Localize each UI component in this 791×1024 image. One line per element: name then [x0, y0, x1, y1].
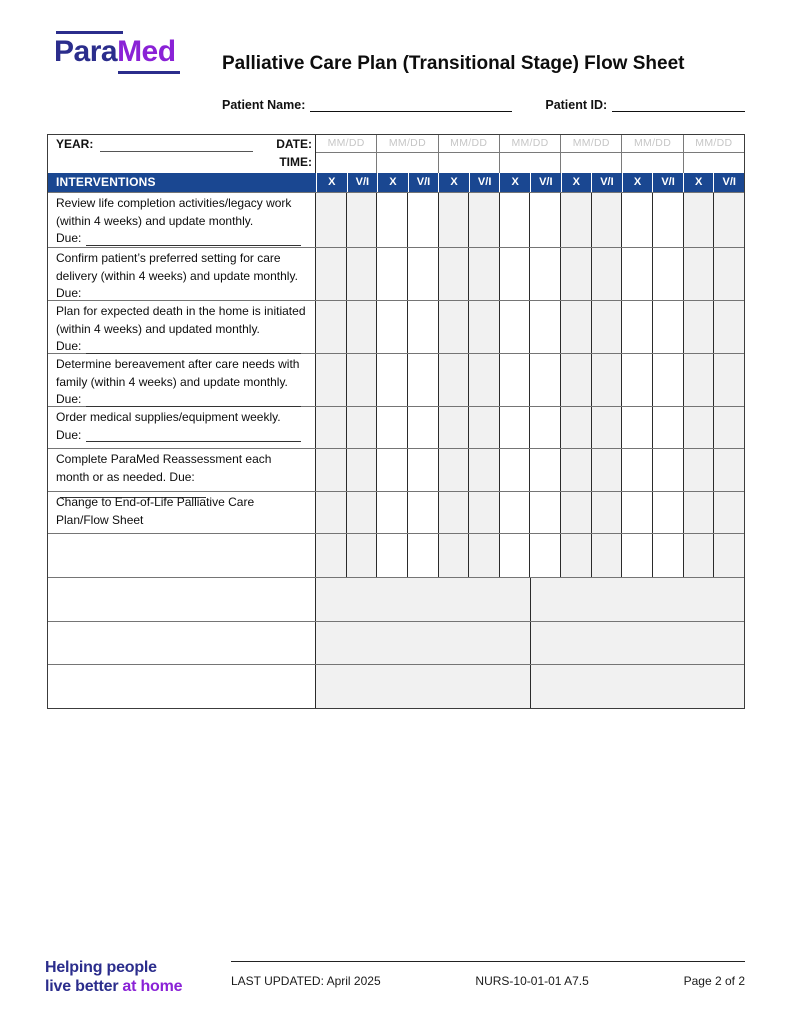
flow-cell-pair	[438, 301, 499, 353]
flow-cell-pair	[376, 193, 437, 247]
flow-cell-x[interactable]	[684, 301, 714, 353]
x-column-header: X	[561, 173, 592, 192]
column-pair-header	[683, 173, 744, 192]
flow-cell-x[interactable]	[622, 354, 652, 406]
flow-cell-vi[interactable]	[346, 492, 377, 533]
flow-cell-pair	[560, 354, 621, 406]
year-field[interactable]	[100, 140, 253, 152]
empty-intervention-text-cell[interactable]	[48, 578, 316, 621]
footer-divider	[231, 961, 745, 962]
flow-cell-vi[interactable]	[346, 354, 377, 406]
flow-cell-pair	[499, 248, 560, 300]
intervention-row	[48, 300, 744, 353]
flow-cell-x[interactable]	[439, 492, 469, 533]
flow-cell-pair	[316, 449, 376, 491]
flow-cell-pair	[499, 534, 560, 577]
flow-cell-pair	[438, 407, 499, 448]
flow-cell-pair	[621, 248, 682, 300]
flow-cell-vi[interactable]	[529, 492, 560, 533]
intervention-text: Complete ParaMed Reassessment each month or as needed.	[56, 452, 272, 484]
logo-bottom-bar	[118, 71, 180, 74]
flow-cell-pair	[683, 492, 744, 533]
flow-cell-pair	[438, 248, 499, 300]
flow-cell-pair	[438, 193, 499, 247]
flow-cell-x[interactable]	[561, 248, 591, 300]
flow-cell-pair	[560, 248, 621, 300]
flow-sheet-table	[47, 134, 745, 709]
flow-cell-x[interactable]	[684, 193, 714, 247]
flow-cell-vi[interactable]	[407, 492, 438, 533]
flow-cell-vi[interactable]	[530, 578, 745, 621]
flow-cell-vi[interactable]	[407, 301, 438, 353]
flow-cell-pair	[316, 193, 376, 247]
flow-cell-x[interactable]	[622, 301, 652, 353]
flow-cell-x[interactable]	[684, 534, 714, 577]
flow-cell-x[interactable]	[377, 354, 407, 406]
flow-cell-x[interactable]	[561, 449, 591, 491]
logo-text-para: Para	[54, 35, 118, 68]
flow-cell-vi[interactable]	[713, 534, 744, 577]
due-field[interactable]	[86, 233, 301, 246]
flow-cell-vi[interactable]	[346, 301, 377, 353]
empty-intervention-row	[48, 533, 744, 577]
flow-cell-vi[interactable]	[591, 354, 622, 406]
empty-intervention-text-cell[interactable]	[48, 534, 316, 577]
time-label: TIME:	[279, 155, 312, 169]
flow-cell-x[interactable]	[500, 407, 530, 448]
x-column-header: X	[438, 173, 469, 192]
flow-cell-pair	[316, 578, 744, 621]
flow-cell-x[interactable]	[377, 301, 407, 353]
time-cell[interactable]	[683, 153, 744, 173]
flow-cell-pair	[499, 354, 560, 406]
flow-cell-vi[interactable]	[652, 534, 683, 577]
intervention-text-cell	[48, 301, 316, 353]
column-pair-header	[377, 173, 438, 192]
flow-cell-pair	[560, 492, 621, 533]
intervention-text: Order medical supplies/equipment weekly.	[56, 410, 281, 424]
flow-cell-vi[interactable]	[652, 407, 683, 448]
flow-cell-pair	[316, 248, 376, 300]
flow-cell-vi[interactable]	[529, 193, 560, 247]
date-cell[interactable]: MM/DD	[438, 135, 499, 152]
document-code: NURS-10-01-01 A7.5	[475, 974, 589, 988]
flow-cell-pair	[316, 407, 376, 448]
tagline-line1: Helping people	[45, 959, 157, 976]
flow-cell-x[interactable]	[439, 407, 469, 448]
intervention-text: Plan for expected death in the home is initiated (within 4 weeks) and updated monthly.	[56, 304, 306, 336]
patient-name-label: Patient Name:	[222, 98, 306, 112]
flow-cell-x[interactable]	[684, 407, 714, 448]
flow-cell-x[interactable]	[684, 354, 714, 406]
flow-cell-pair	[560, 301, 621, 353]
flow-cell-vi[interactable]	[346, 193, 377, 247]
flow-cell-x[interactable]	[316, 248, 346, 300]
flow-cell-x[interactable]	[377, 534, 407, 577]
tagline-accent: at home	[122, 977, 183, 995]
flow-cell-pair	[499, 492, 560, 533]
flow-cell-pair	[376, 407, 437, 448]
flow-cell-vi[interactable]	[407, 354, 438, 406]
flow-cell-pair	[560, 193, 621, 247]
flow-cell-vi[interactable]	[591, 492, 622, 533]
due-label: Due:	[56, 286, 82, 300]
flow-cell-pair	[683, 407, 744, 448]
year-label: YEAR:	[56, 137, 94, 151]
flow-cell-pair	[316, 492, 376, 533]
interventions-header: INTERVENTIONS	[56, 175, 156, 189]
flow-cell-x[interactable]	[377, 449, 407, 491]
flow-cell-vi[interactable]	[591, 193, 622, 247]
flow-cell-vi[interactable]	[652, 449, 683, 491]
table-head	[48, 135, 744, 173]
flow-cell-pair	[621, 449, 682, 491]
date-cell[interactable]: MM/DD	[499, 135, 560, 152]
flow-cell-pair	[438, 449, 499, 491]
due-label: Due:	[169, 469, 195, 484]
flow-cell-pair	[376, 248, 437, 300]
logo-text-med: Med	[117, 35, 176, 68]
x-column-header: X	[499, 173, 530, 192]
due-field[interactable]	[86, 341, 301, 354]
flow-cell-pair	[560, 534, 621, 577]
flow-cell-pair	[316, 622, 744, 665]
flow-cell-pair	[376, 354, 437, 406]
flow-cell-x[interactable]	[500, 193, 530, 247]
flow-cell-vi[interactable]	[529, 248, 560, 300]
flow-cell-x[interactable]	[377, 407, 407, 448]
intervention-row	[48, 192, 744, 247]
flow-cell-vi[interactable]	[713, 354, 744, 406]
flow-cell-vi[interactable]	[713, 301, 744, 353]
flow-cell-vi[interactable]	[652, 492, 683, 533]
flow-cell-x[interactable]	[316, 622, 530, 665]
column-pair-header	[622, 173, 683, 192]
flow-cell-pair	[376, 449, 437, 491]
flow-cell-x[interactable]	[684, 492, 714, 533]
empty-intervention-row	[48, 577, 744, 621]
flow-cell-pair	[438, 534, 499, 577]
intervention-text: Change to End-of-Life Palliative Care Plan/Flow Sheet	[56, 495, 255, 527]
empty-intervention-row	[48, 664, 744, 708]
flow-cell-vi[interactable]	[529, 449, 560, 491]
flow-cell-x[interactable]	[561, 534, 591, 577]
flow-cell-pair	[316, 534, 376, 577]
flow-cell-pair	[499, 449, 560, 491]
flow-cell-vi[interactable]	[591, 449, 622, 491]
vi-column-header: V/I	[347, 173, 378, 192]
flow-cell-pair	[683, 449, 744, 491]
flow-cell-vi[interactable]	[713, 193, 744, 247]
vi-column-header: V/I	[530, 173, 561, 192]
flow-cell-x[interactable]	[622, 248, 652, 300]
flow-cell-pair	[499, 301, 560, 353]
time-cell[interactable]	[621, 153, 682, 173]
column-pair-header	[438, 173, 499, 192]
x-column-header: X	[316, 173, 347, 192]
flow-cell-x[interactable]	[316, 301, 346, 353]
time-cell[interactable]	[376, 153, 437, 173]
flow-cell-vi[interactable]	[713, 407, 744, 448]
time-cell[interactable]	[438, 153, 499, 173]
flow-cell-vi[interactable]	[407, 449, 438, 491]
flow-cell-x[interactable]	[439, 354, 469, 406]
flow-cell-vi[interactable]	[468, 534, 499, 577]
flow-cell-x[interactable]	[439, 534, 469, 577]
patient-id-field[interactable]	[612, 97, 745, 112]
column-pair-header	[316, 173, 377, 192]
flow-cell-vi[interactable]	[468, 301, 499, 353]
vi-column-header: V/I	[652, 173, 683, 192]
intervention-row	[48, 353, 744, 406]
flow-cell-x[interactable]	[622, 407, 652, 448]
flow-cell-vi[interactable]	[468, 407, 499, 448]
time-row	[316, 153, 744, 173]
flow-cell-x[interactable]	[561, 301, 591, 353]
empty-intervention-row	[48, 621, 744, 665]
vi-column-header: V/I	[713, 173, 744, 192]
flow-cell-vi[interactable]	[407, 248, 438, 300]
due-label: Due:	[56, 231, 82, 245]
flow-cell-pair	[499, 193, 560, 247]
intervention-row	[48, 406, 744, 448]
interventions-header-row	[48, 173, 744, 192]
flow-cell-x[interactable]	[316, 665, 530, 708]
due-label: Due:	[56, 427, 82, 442]
date-cell[interactable]: MM/DD	[560, 135, 621, 152]
intervention-text-cell	[48, 407, 316, 448]
due-label: Due:	[56, 339, 82, 353]
flow-cell-vi[interactable]	[713, 449, 744, 491]
flow-cell-vi[interactable]	[530, 622, 745, 665]
last-updated-text: LAST UPDATED: April 2025	[231, 974, 381, 988]
flow-cell-vi[interactable]	[591, 301, 622, 353]
flow-cell-vi[interactable]	[468, 449, 499, 491]
time-cell[interactable]	[316, 153, 376, 173]
flow-cell-pair	[376, 301, 437, 353]
logo-text	[54, 34, 195, 70]
flow-cell-x[interactable]	[316, 449, 346, 491]
vi-column-header: V/I	[591, 173, 622, 192]
intervention-text-cell	[48, 449, 316, 491]
flow-cell-x[interactable]	[316, 578, 530, 621]
empty-intervention-text-cell[interactable]	[48, 665, 316, 708]
flow-cell-x[interactable]	[316, 534, 346, 577]
flow-cell-pair	[438, 354, 499, 406]
flow-cell-x[interactable]	[684, 449, 714, 491]
footer-meta	[231, 974, 745, 988]
flow-cell-x[interactable]	[439, 301, 469, 353]
flow-cell-vi[interactable]	[652, 248, 683, 300]
intervention-text-cell	[48, 492, 316, 533]
due-field[interactable]	[86, 394, 301, 407]
flow-cell-x[interactable]	[500, 301, 530, 353]
flow-cell-vi[interactable]	[529, 354, 560, 406]
flow-cell-x[interactable]	[622, 492, 652, 533]
flow-cell-pair	[316, 301, 376, 353]
flow-cell-vi[interactable]	[346, 407, 377, 448]
flow-cell-vi[interactable]	[529, 301, 560, 353]
column-pair-header	[561, 173, 622, 192]
flow-cell-pair	[683, 534, 744, 577]
flow-cell-pair	[621, 193, 682, 247]
flow-cell-pair	[621, 407, 682, 448]
flow-cell-pair	[560, 407, 621, 448]
x-column-header: X	[622, 173, 653, 192]
flow-cell-vi[interactable]	[346, 449, 377, 491]
flow-cell-pair	[316, 354, 376, 406]
time-cell[interactable]	[560, 153, 621, 173]
flow-cell-vi[interactable]	[468, 248, 499, 300]
vi-column-header: V/I	[469, 173, 500, 192]
brand-tagline	[45, 959, 182, 996]
flow-cell-vi[interactable]	[407, 193, 438, 247]
flow-cell-pair	[621, 301, 682, 353]
flow-cell-vi[interactable]	[713, 492, 744, 533]
date-row	[316, 135, 744, 153]
flow-cell-x[interactable]	[561, 492, 591, 533]
flow-cell-vi[interactable]	[407, 534, 438, 577]
flow-cell-pair	[683, 301, 744, 353]
time-cell[interactable]	[499, 153, 560, 173]
flow-cell-pair	[621, 492, 682, 533]
flow-cell-pair	[621, 534, 682, 577]
flow-cell-x[interactable]	[561, 407, 591, 448]
flow-cell-x[interactable]	[500, 449, 530, 491]
due-label: Due:	[56, 392, 82, 406]
flow-cell-vi[interactable]	[529, 534, 560, 577]
flow-cell-vi[interactable]	[407, 407, 438, 448]
flow-cell-x[interactable]	[622, 534, 652, 577]
intervention-text: Confirm patient’s preferred setting for care delivery (within 4 weeks) and update monthly.	[56, 251, 298, 283]
column-pair-header	[499, 173, 560, 192]
flow-cell-vi[interactable]	[530, 665, 745, 708]
flow-cell-x[interactable]	[684, 248, 714, 300]
flow-cell-x[interactable]	[439, 248, 469, 300]
paramed-logo	[45, 31, 195, 74]
intervention-row	[48, 448, 744, 491]
flow-cell-pair	[438, 492, 499, 533]
flow-cell-pair	[499, 407, 560, 448]
patient-info-row	[222, 97, 745, 112]
date-cell[interactable]: MM/DD	[327, 137, 365, 149]
patient-name-field[interactable]	[310, 97, 512, 112]
flow-cell-x[interactable]	[377, 193, 407, 247]
date-cell[interactable]: MM/DD	[683, 135, 744, 152]
intervention-text: Determine bereavement after care needs with family (within 4 weeks) and update monthly.	[56, 357, 300, 389]
flow-cell-vi[interactable]	[713, 248, 744, 300]
vi-column-header: V/I	[408, 173, 439, 192]
flow-cell-pair	[621, 354, 682, 406]
flow-cell-x[interactable]	[561, 193, 591, 247]
x-column-header: X	[683, 173, 714, 192]
date-cell[interactable]: MM/DD	[621, 135, 682, 152]
flow-cell-x[interactable]	[500, 492, 530, 533]
flow-cell-x[interactable]	[439, 449, 469, 491]
flow-cell-pair	[316, 665, 744, 708]
page-number: Page 2 of 2	[683, 974, 745, 988]
flow-cell-x[interactable]	[500, 354, 530, 406]
intervention-text-cell	[48, 193, 316, 247]
flow-cell-pair	[376, 492, 437, 533]
date-cell[interactable]: MM/DD	[376, 135, 437, 152]
date-time-columns	[316, 135, 744, 173]
flow-cell-x[interactable]	[500, 534, 530, 577]
intervention-row	[48, 247, 744, 300]
flow-cell-pair	[560, 449, 621, 491]
flow-cell-vi[interactable]	[652, 193, 683, 247]
patient-id-label: Patient ID:	[545, 98, 608, 112]
flow-cell-vi[interactable]	[591, 407, 622, 448]
intervention-text-cell	[48, 354, 316, 406]
flow-cell-pair	[683, 248, 744, 300]
flow-cell-vi[interactable]	[591, 534, 622, 577]
flow-cell-vi[interactable]	[529, 407, 560, 448]
flow-cell-x[interactable]	[439, 193, 469, 247]
flow-cell-vi[interactable]	[468, 492, 499, 533]
flow-cell-x[interactable]	[500, 248, 530, 300]
flow-cell-vi[interactable]	[652, 301, 683, 353]
intervention-text: Review life completion activities/legacy work (within 4 weeks) and update monthly.	[56, 196, 292, 228]
flow-cell-vi[interactable]	[346, 248, 377, 300]
flow-cell-x[interactable]	[377, 248, 407, 300]
tagline-line2	[45, 978, 182, 997]
intervention-row	[48, 491, 744, 533]
flow-cell-x[interactable]	[316, 354, 346, 406]
flow-cell-pair	[683, 354, 744, 406]
flow-cell-x[interactable]	[316, 407, 346, 448]
flow-cell-x[interactable]	[622, 449, 652, 491]
flow-cell-vi[interactable]	[346, 534, 377, 577]
flow-cell-vi[interactable]	[652, 354, 683, 406]
flow-cell-vi[interactable]	[591, 248, 622, 300]
intervention-text-cell	[48, 248, 316, 300]
flow-cell-x[interactable]	[377, 492, 407, 533]
flow-cell-pair	[683, 193, 744, 247]
flow-cell-x[interactable]	[316, 492, 346, 533]
page-title: Palliative Care Plan (Transitional Stage) Flow Sheet	[222, 53, 685, 74]
flow-cell-pair	[376, 534, 437, 577]
flow-cell-vi[interactable]	[468, 354, 499, 406]
flow-cell-x[interactable]	[622, 193, 652, 247]
x-column-header: X	[377, 173, 408, 192]
due-field[interactable]	[86, 429, 301, 442]
flow-cell-x[interactable]	[561, 354, 591, 406]
year-date-time-cell	[48, 135, 316, 173]
flow-cell-vi[interactable]	[468, 193, 499, 247]
date-label: DATE:	[276, 137, 312, 151]
empty-intervention-text-cell[interactable]	[48, 622, 316, 665]
tagline-line2-text: live better	[45, 977, 119, 995]
flow-cell-x[interactable]	[316, 193, 346, 247]
